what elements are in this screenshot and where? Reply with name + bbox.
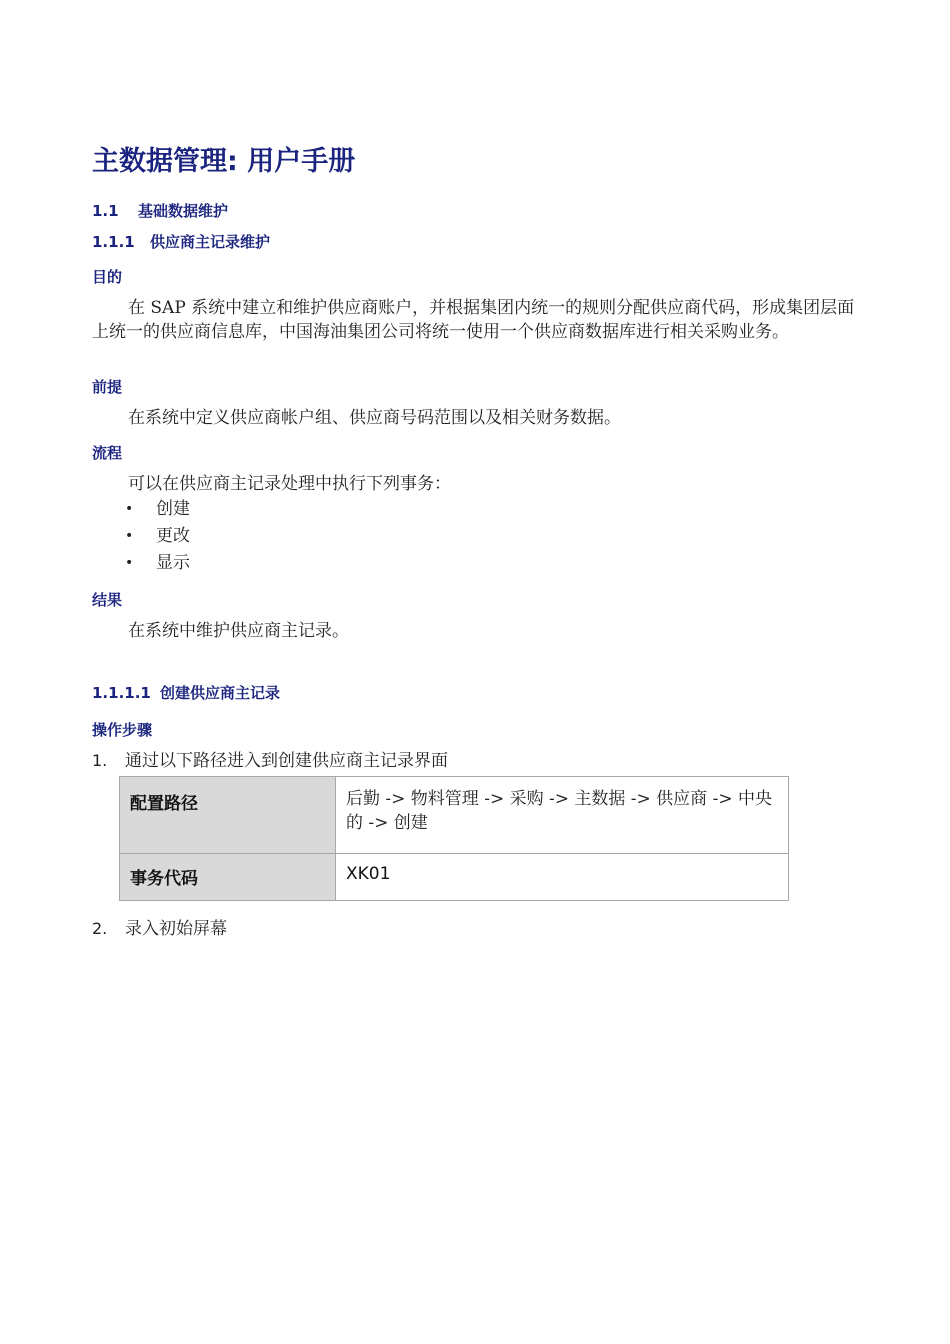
bullet-icon: • bbox=[125, 555, 134, 571]
section-title: 创建供应商主记录 bbox=[160, 684, 281, 702]
table-row bbox=[120, 777, 789, 854]
process-intro: 可以在供应商主记录处理中执行下列事务： bbox=[128, 474, 451, 494]
config-path-value: 后勤 -> 物料管理 -> 采购 -> 主数据 -> 供应商 -> 中央的 -> 创建 bbox=[336, 777, 789, 854]
step-text: 录入初始屏幕 bbox=[125, 919, 227, 939]
bullet-icon: • bbox=[125, 501, 134, 517]
section-heading-1-1-1 bbox=[92, 231, 270, 253]
transaction-code-value: XK01 bbox=[336, 854, 789, 901]
prerequisite-text: 在系统中定义供应商帐户组、供应商号码范围以及相关财务数据。 bbox=[128, 408, 621, 428]
section-title: 基础数据维护 bbox=[138, 202, 229, 220]
prerequisite-label: 前提 bbox=[92, 378, 123, 396]
step-2 bbox=[92, 917, 227, 941]
section-heading-1-1-1-1 bbox=[92, 682, 280, 704]
result-label: 结果 bbox=[92, 591, 123, 609]
document-title: 主数据管理: 用户手册 bbox=[92, 146, 356, 177]
section-heading-1-1 bbox=[92, 200, 228, 222]
table-header-cell: 事务代码 bbox=[120, 854, 336, 901]
section-title: 供应商主记录维护 bbox=[150, 233, 271, 251]
step-1 bbox=[92, 749, 448, 773]
step-number: 2. bbox=[92, 919, 108, 938]
section-number: 1.1.1.1 bbox=[92, 684, 151, 702]
purpose-label: 目的 bbox=[92, 268, 123, 286]
result-text: 在系统中维护供应商主记录。 bbox=[128, 621, 349, 641]
step-text: 通过以下路径进入到创建供应商主记录界面 bbox=[125, 751, 448, 771]
step-number: 1. bbox=[92, 751, 108, 770]
section-number: 1.1.1 bbox=[92, 233, 135, 251]
procedure-label: 操作步骤 bbox=[92, 721, 153, 739]
process-label: 流程 bbox=[92, 444, 123, 462]
purpose-text: 在 SAP 系统中建立和维护供应商账户，并根据集团内统一的规则分配供应商代码，形成集团层面上统一的供应商信息库，中国海油集团公司将统一使用一个供应商数据库进行相关采购业务。 bbox=[92, 298, 855, 342]
bullet-icon: • bbox=[125, 528, 134, 544]
table-row bbox=[120, 854, 789, 901]
config-table bbox=[119, 776, 789, 901]
table-header-cell: 配置路径 bbox=[120, 777, 336, 854]
section-number: 1.1 bbox=[92, 202, 119, 220]
